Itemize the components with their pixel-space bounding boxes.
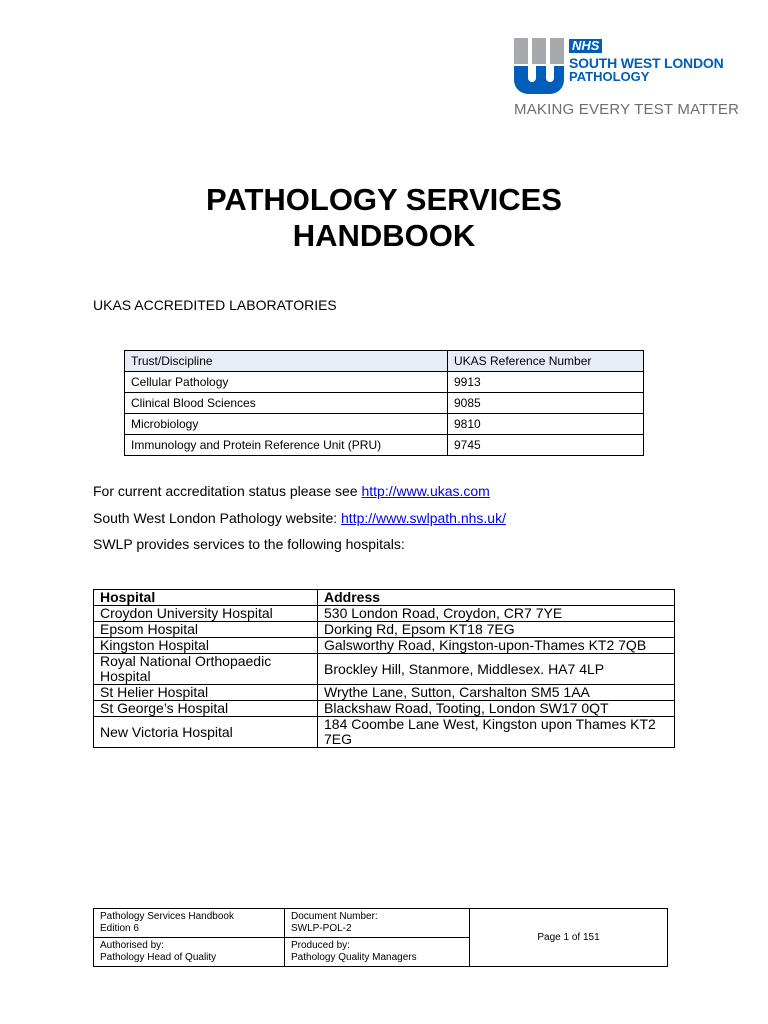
org-name-line1: SOUTH WEST LONDON	[569, 55, 724, 71]
table-cell: 530 London Road, Croydon, CR7 7YE	[318, 606, 675, 622]
org-name-line2: PATHOLOGY	[569, 69, 650, 84]
table-cell: Dorking Rd, Epsom KT18 7EG	[318, 622, 675, 638]
table-row	[125, 414, 644, 435]
website-text: South West London Pathology website:	[93, 510, 342, 526]
table-cell: Galsworthy Road, Kingston-upon-Thames KT2 7QB	[318, 638, 675, 654]
footer-authorised-label: Authorised by:	[100, 940, 164, 951]
table-row	[125, 393, 644, 414]
footer-cell-produced	[285, 938, 470, 967]
footer-produced-label: Produced by:	[291, 940, 350, 951]
table-header-cell: UKAS Reference Number	[448, 351, 644, 372]
table-cell: 9745	[448, 435, 644, 456]
table-header-row	[125, 351, 644, 372]
footer-doc-number-label: Document Number:	[291, 911, 378, 922]
table-cell: Microbiology	[125, 414, 448, 435]
table-cell: 184 Coombe Lane West, Kingston upon Thames KT2 7EG	[318, 717, 675, 748]
table-cell: Immunology and Protein Reference Unit (PRU)	[125, 435, 448, 456]
table-cell: Croydon University Hospital	[94, 606, 318, 622]
table-row	[94, 685, 675, 701]
table-cell: St George’s Hospital	[94, 701, 318, 717]
footer-cell-doc-number	[285, 909, 470, 938]
footer-cell-authorised	[94, 938, 285, 967]
table-row	[94, 606, 675, 622]
accreditation-paragraph	[93, 483, 490, 499]
footer-doc-title: Pathology Services Handbook	[100, 911, 234, 922]
table-cell: Royal National Orthopaedic Hospital	[94, 654, 318, 685]
table-cell: 9085	[448, 393, 644, 414]
title-line2: HANDBOOK	[292, 218, 476, 253]
table-row	[94, 701, 675, 717]
ukas-heading: UKAS ACCREDITED LABORATORIES	[93, 297, 337, 313]
table-cell: Blackshaw Road, Tooting, London SW17 0QT	[318, 701, 675, 717]
table-cell: Clinical Blood Sciences	[125, 393, 448, 414]
table-row	[94, 622, 675, 638]
accreditation-text: For current accreditation status please see	[93, 483, 362, 499]
table-header-row	[94, 590, 675, 606]
hospitals-table	[93, 589, 675, 748]
table-row	[125, 372, 644, 393]
swlp-website-link[interactable]: http://www.swlpath.nhs.uk/	[341, 510, 506, 526]
table-header-cell: Address	[318, 590, 675, 606]
table-cell: Wrythe Lane, Sutton, Carshalton SM5 1AA	[318, 685, 675, 701]
tagline: MAKING EVERY TEST MATTER	[514, 101, 740, 118]
swlp-logo-mark-icon	[514, 38, 564, 94]
footer-authorised: Pathology Head of Quality	[100, 952, 217, 963]
table-cell: 9913	[448, 372, 644, 393]
table-cell: 9810	[448, 414, 644, 435]
table-row	[125, 435, 644, 456]
page-title	[0, 182, 768, 254]
footer-page-number: Page 1 of 151	[470, 909, 668, 967]
footer-cell-title	[94, 909, 285, 938]
table-cell: New Victoria Hospital	[94, 717, 318, 748]
table-row	[94, 717, 675, 748]
title-line1: PATHOLOGY SERVICES	[205, 182, 562, 217]
website-paragraph	[93, 510, 506, 526]
footer-doc-number: SWLP-POL-2	[291, 923, 352, 934]
table-cell: Kingston Hospital	[94, 638, 318, 654]
table-row	[94, 654, 675, 685]
table-header-cell: Hospital	[94, 590, 318, 606]
table-cell: St Helier Hospital	[94, 685, 318, 701]
table-cell: Brockley Hill, Stanmore, Middlesex. HA7 4LP	[318, 654, 675, 685]
table-header-cell: Trust/Discipline	[125, 351, 448, 372]
nhs-badge: NHS	[569, 39, 602, 53]
ukas-table	[124, 350, 644, 456]
footer-edition: Edition 6	[100, 923, 139, 934]
table-cell: Cellular Pathology	[125, 372, 448, 393]
swlp-logo	[514, 38, 740, 122]
ukas-link[interactable]: http://www.ukas.com	[361, 483, 490, 499]
footer-produced: Pathology Quality Managers	[291, 952, 417, 963]
table-cell: Epsom Hospital	[94, 622, 318, 638]
table-row	[94, 638, 675, 654]
footer-row	[94, 909, 668, 938]
document-footer	[93, 908, 668, 967]
services-intro: SWLP provides services to the following hospitals:	[93, 536, 405, 552]
